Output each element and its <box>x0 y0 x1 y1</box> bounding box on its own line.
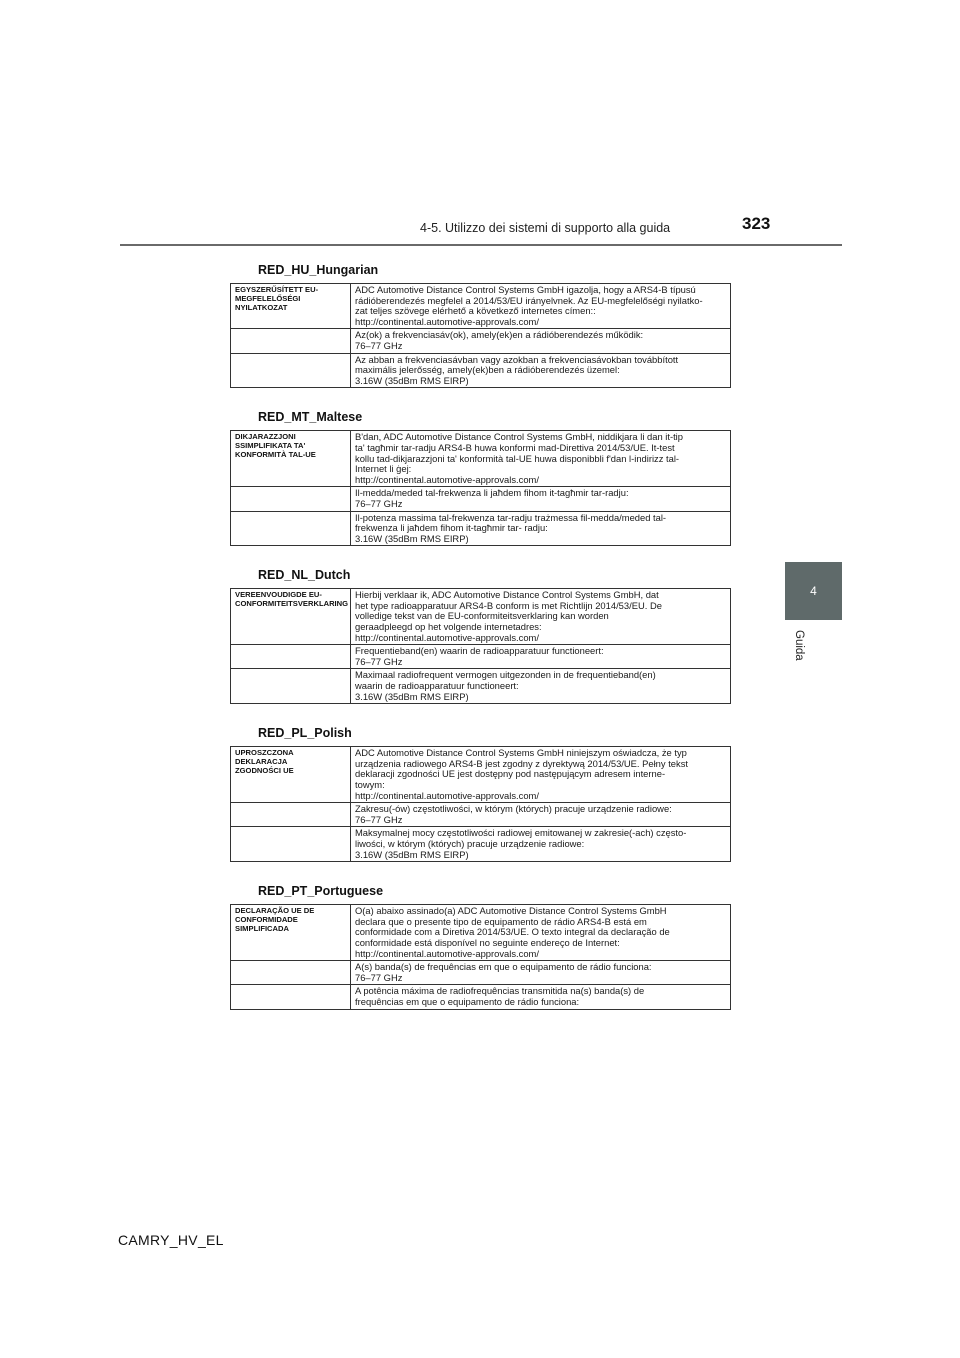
section-title: RED_PL_Polish <box>258 726 352 741</box>
row-text-line: Hierbij verklaar ik, ADC Automotive Distance Control Systems GmbH, dat <box>355 589 659 601</box>
row-text-cell <box>351 803 731 827</box>
row-text-line: frequências em que o equipamento de rádio funciona: <box>355 995 580 1007</box>
table-row <box>231 284 731 329</box>
row-label-line: UPROSZCZONA <box>235 748 294 758</box>
row-text-line: Il-medda/meded tal-frekwenza li jaħdem fihom it-tagħmir tar-radju: <box>355 487 629 499</box>
section-title: RED_PT_Portuguese <box>258 884 384 899</box>
row-text-cell <box>351 905 731 961</box>
row-text-cell <box>351 431 731 487</box>
row-label-line: SSIMPLIFIKATA TA' <box>235 441 306 451</box>
row-text-line: Frequentieband(en) waarin de radioapparatuur functioneert: <box>355 645 604 657</box>
section-title: RED_MT_Maltese <box>258 410 363 425</box>
row-text-cell <box>351 284 731 329</box>
row-label-line: ZGODNOŚCI UE <box>235 766 294 776</box>
row-text-line: rádióberendezés megfelel a 2014/53/EU irányelvnek. Az EU-megfelelőségi nyilatko- <box>355 294 703 306</box>
row-text-line: ta' tagħmir tar-radju ARS4-B huwa konformi mad-Direttiva 2014/53/UE. It-test <box>355 441 675 453</box>
table-row <box>231 669 731 704</box>
row-text-cell <box>351 589 731 645</box>
declaration-section <box>230 409 731 546</box>
row-label-cell <box>231 985 351 1009</box>
row-text-line: volledige tekst van de EU-conformiteitsverklaring kan worden <box>355 610 609 622</box>
declaration-table <box>230 904 731 1009</box>
row-text-cell <box>351 487 731 511</box>
row-text-line: O(a) abaixo assinado(a) ADC Automotive Distance Control Systems GmbH <box>355 905 667 917</box>
row-label-cell <box>231 329 351 353</box>
declarations-content <box>230 262 731 1031</box>
row-text-line: http://continental.automotive-approvals.com/ <box>355 789 539 801</box>
row-text-line: urządzenia radiowego ARS4-B jest zgodny z dyrektywą 2014/53/UE. Pełny tekst <box>355 757 688 769</box>
row-text-line: Maksymalnej mocy częstotliwości radiowej emitowanej w zakresie(-ach) często- <box>355 827 687 839</box>
row-text-line: ADC Automotive Distance Control Systems GmbH niniejszym oświadcza, że typ <box>355 747 687 759</box>
row-label-line: DECLARAÇÃO UE DE <box>235 906 315 916</box>
row-label-line: EGYSZERŰSÍTETT EU- <box>235 285 319 294</box>
row-label-cell <box>231 803 351 827</box>
declaration-section <box>230 567 731 704</box>
section-title: RED_HU_Hungarian <box>258 263 379 277</box>
row-label-cell <box>231 669 351 704</box>
row-text-line: declara que o presente tipo de equipamento de rádio ARS4-B está em <box>355 915 647 927</box>
table-row <box>231 905 731 961</box>
row-text-cell <box>351 985 731 1009</box>
row-text-line: 76–77 GHz <box>355 655 403 667</box>
row-text-cell <box>351 747 731 803</box>
row-text-cell <box>351 645 731 669</box>
row-text-line: towym: <box>355 779 385 790</box>
declaration-section <box>230 883 731 1009</box>
footer-model-code: CAMRY_HV_EL <box>118 1232 224 1248</box>
page-number: 323 <box>742 214 771 233</box>
table-row <box>231 487 731 511</box>
row-label-cell <box>231 353 351 388</box>
running-header-title: 4-5. Utilizzo dei sistemi di supporto alla guida <box>420 221 671 235</box>
row-text-line: 76–77 GHz <box>355 813 403 825</box>
table-row <box>231 329 731 353</box>
row-text-line: 3.16W (35dBm RMS EIRP) <box>355 374 469 386</box>
row-label-cell <box>231 645 351 669</box>
declaration-section <box>230 262 731 388</box>
table-row <box>231 431 731 487</box>
row-text-line: 3.16W (35dBm RMS EIRP) <box>355 848 469 860</box>
row-label-line: DIKJARAZZJONI <box>235 432 296 442</box>
row-text-cell <box>351 827 731 862</box>
row-text-line: Internet li ġej: <box>355 463 412 475</box>
table-row <box>231 803 731 827</box>
chapter-label: Guida <box>793 630 805 661</box>
declaration-table <box>230 430 731 546</box>
row-text-line: deklaracji zgodności UE jest dostępny pod następującym adresem interne- <box>355 768 666 780</box>
row-label-cell <box>231 284 351 329</box>
row-label-line: VEREENVOUDIGDE EU- <box>235 590 322 600</box>
row-label-cell <box>231 511 351 546</box>
row-text-line: Zakresu(-ów) częstotliwości, w którym (których) pracuje urządzenie radiowe: <box>355 803 672 815</box>
row-text-line: A(s) banda(s) de frequências em que o equipamento de rádio funciona: <box>355 961 652 973</box>
table-row <box>231 961 731 985</box>
row-text-line: 3.16W (35dBm RMS EIRP) <box>355 690 469 702</box>
row-label-cell <box>231 747 351 803</box>
row-label-cell <box>231 589 351 645</box>
row-text-line: 3.16W (35dBm RMS EIRP) <box>355 532 469 544</box>
row-text-line: kollu tad-dikjarazzjoni ta' konformità tal-UE huwa disponibbli f'dan l-indirizz tal- <box>355 452 680 464</box>
row-label-cell <box>231 827 351 862</box>
table-row <box>231 589 731 645</box>
row-label-line: DEKLARACJA <box>235 757 288 767</box>
section-title: RED_NL_Dutch <box>258 568 351 583</box>
row-text-cell <box>351 669 731 704</box>
row-text-line: conformidade com a Diretiva 2014/53/UE. O texto integral da declaração de <box>355 926 670 938</box>
row-text-line: Maximaal radiofrequent vermogen uitgezonden in de frequentieband(en) <box>355 669 656 681</box>
table-row <box>231 985 731 1009</box>
row-text-line: frekwenza li jaħdem fihom it-tagħmir tar- radju: <box>355 522 548 534</box>
row-text-line: A potência máxima de radiofrequências transmitida na(s) banda(s) de <box>355 985 645 997</box>
row-label-cell <box>231 961 351 985</box>
row-label-cell <box>231 431 351 487</box>
row-text-line: 76–77 GHz <box>355 339 403 351</box>
row-text-line: zat teljes szövege elérhető a következő internetes címen:: <box>355 305 596 317</box>
row-text-cell <box>351 961 731 985</box>
row-text-line: conformidade está disponível no seguinte endereço de Internet: <box>355 936 620 948</box>
row-label-line: CONFORMIDADE <box>235 915 298 925</box>
table-row <box>231 511 731 546</box>
table-row <box>231 353 731 388</box>
row-label-cell <box>231 905 351 961</box>
row-text-line: ADC Automotive Distance Control Systems GmbH igazolja, hogy a ARS4-B típusú <box>355 284 696 295</box>
row-text-line: maximális jelerősség, amely(ek)ben a rádióberendezés üzemel: <box>355 364 620 376</box>
row-text-line: http://continental.automotive-approvals.com/ <box>355 315 539 327</box>
table-row <box>231 747 731 803</box>
row-text-line: waarin de radioapparatuur functioneert: <box>355 680 519 692</box>
declaration-section <box>230 725 731 862</box>
declaration-table <box>230 588 731 704</box>
row-text-line: liwości, w którym (których) pracuje urządzenie radiowe: <box>355 837 585 849</box>
row-text-line: 76–77 GHz <box>355 971 403 983</box>
row-text-cell <box>351 329 731 353</box>
declaration-table <box>230 746 731 862</box>
row-text-line: Il-potenza massima tal-frekwenza tar-radju trażmessa fil-medda/meded tal- <box>355 511 667 523</box>
row-label-cell <box>231 487 351 511</box>
row-text-line: geraadpleegd op het volgende internetadres: <box>355 621 542 633</box>
row-text-line: B'dan, ADC Automotive Distance Control Systems GmbH, niddikjara li dan it-tip <box>355 431 683 443</box>
row-label-line: CONFORMITEITSVERKLARING <box>235 599 349 609</box>
row-text-line: http://continental.automotive-approvals.com/ <box>355 473 539 485</box>
row-text-line: het type radioapparatuur ARS4-B conform is met Richtlijn 2014/53/EU. De <box>355 599 662 611</box>
chapter-tab: 4 <box>785 562 842 620</box>
row-label-line: SIMPLIFICADA <box>235 924 289 934</box>
row-text-line: 76–77 GHz <box>355 497 403 509</box>
row-label-line: NYILATKOZAT <box>235 303 288 312</box>
table-row <box>231 645 731 669</box>
row-text-line: Az abban a frekvenciasávban vagy azokban a frekvenciasávokban továbbított <box>355 353 679 365</box>
row-label-line: MEGFELELŐSÉGI <box>235 294 301 303</box>
row-text-line: http://continental.automotive-approvals.com/ <box>355 947 539 959</box>
row-text-line: http://continental.automotive-approvals.com/ <box>355 631 539 643</box>
header-divider <box>120 244 842 246</box>
declaration-table <box>230 283 731 388</box>
row-text-line: Az(ok) a frekvenciasáv(ok), amely(ek)en a rádióberendezés működik: <box>355 329 644 341</box>
row-text-cell <box>351 353 731 388</box>
table-row <box>231 827 731 862</box>
row-label-line: KONFORMITÀ TAL-UE <box>235 450 316 460</box>
row-text-cell <box>351 511 731 546</box>
